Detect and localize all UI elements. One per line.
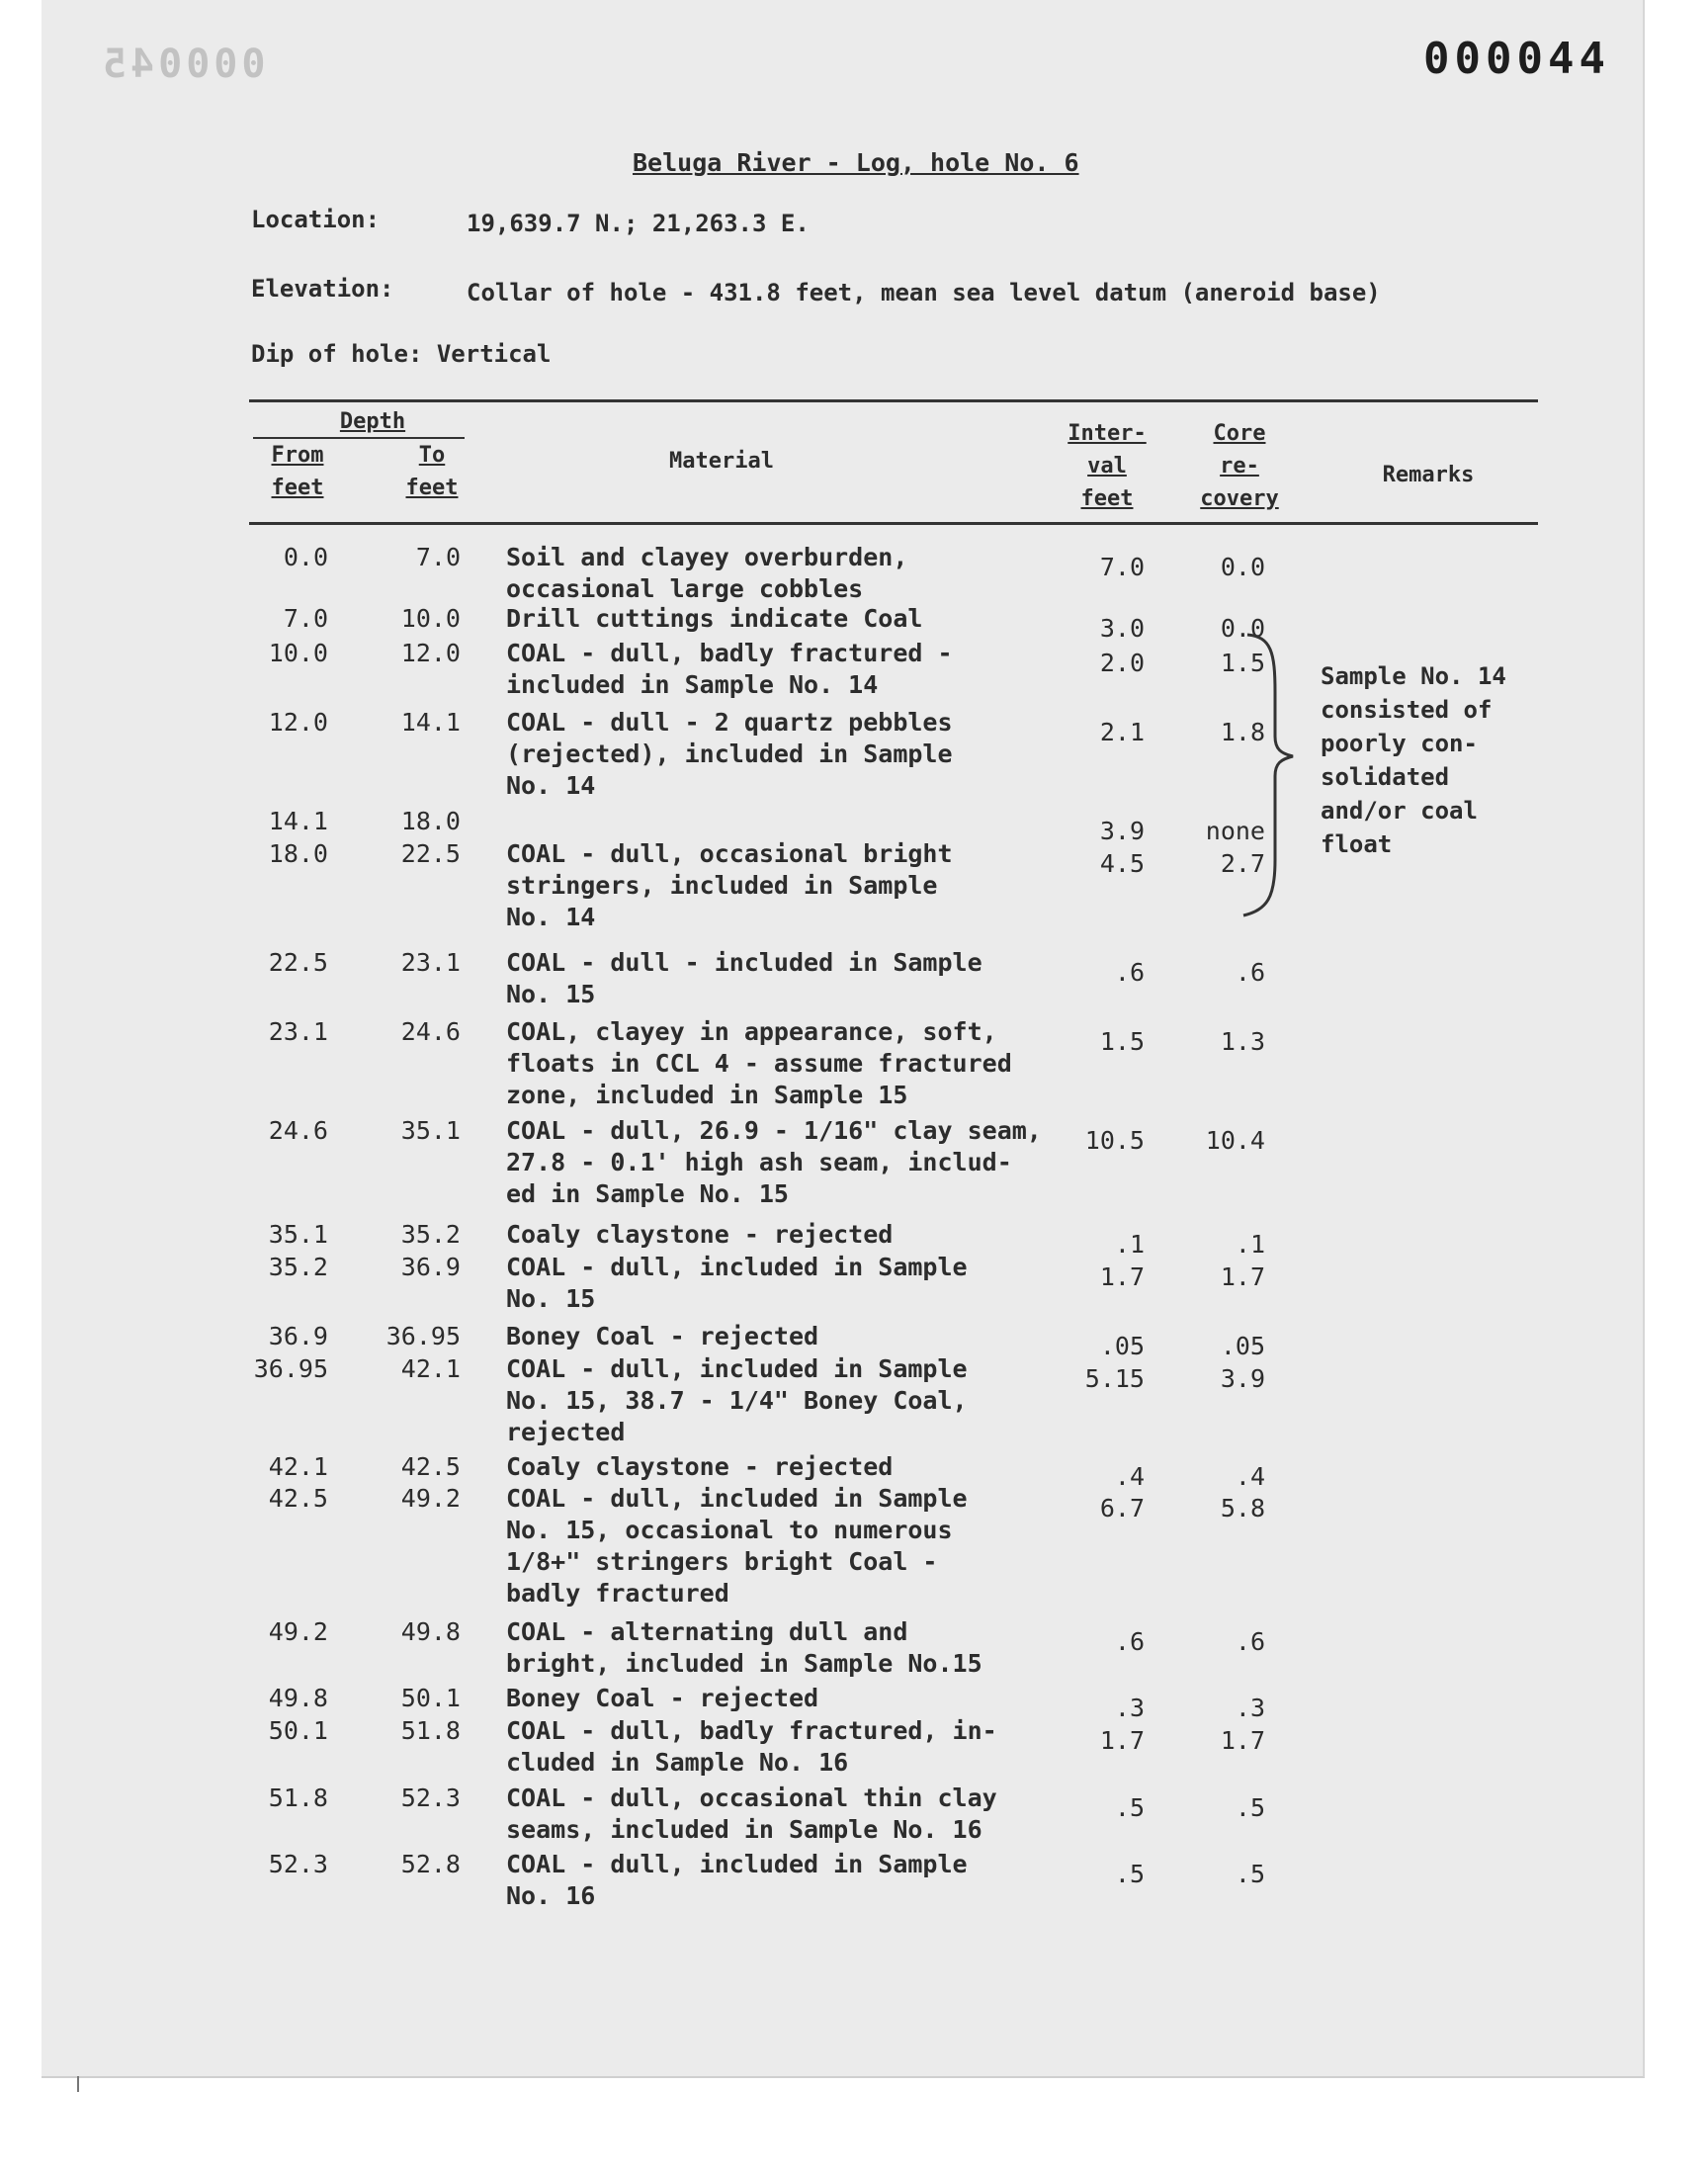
- cell-interval: 2.1: [1099, 718, 1145, 746]
- cell-core: 2.7: [1220, 849, 1265, 878]
- cell-to: 10.0: [400, 604, 461, 633]
- cell-from: 35.1: [268, 1220, 328, 1249]
- cell-core: 1.7: [1220, 1262, 1265, 1291]
- cell-to: 51.8: [400, 1716, 461, 1745]
- cell-material: COAL - dull, occasional bright stringers, included in Sample No. 14: [506, 839, 953, 931]
- cell-to: 35.2: [400, 1220, 461, 1249]
- cell-to: 22.5: [400, 839, 461, 868]
- cell-interval: .5: [1114, 1860, 1145, 1888]
- cell-core: 3.9: [1220, 1364, 1265, 1393]
- cell-core: .1: [1235, 1230, 1265, 1259]
- cell-core: 1.7: [1220, 1726, 1265, 1755]
- cell-from: 42.5: [268, 1484, 328, 1513]
- cell-to: 50.1: [400, 1684, 461, 1712]
- cell-to: 12.0: [400, 639, 461, 667]
- cell-material: COAL - dull, included in Sample No. 15: [506, 1253, 968, 1313]
- cell-from: 10.0: [268, 639, 328, 667]
- cell-core: .5: [1235, 1793, 1265, 1822]
- cell-interval: 1.7: [1099, 1726, 1145, 1755]
- cell-core: .3: [1235, 1694, 1265, 1722]
- cell-interval: .3: [1114, 1694, 1145, 1722]
- cell-interval: .4: [1114, 1462, 1145, 1491]
- cell-from: 36.95: [253, 1354, 328, 1383]
- cell-from: 18.0: [268, 839, 328, 868]
- cell-material: COAL, clayey in appearance, soft, floats in CCL 4 - assume fractured zone, included in Sample 15: [506, 1017, 1012, 1109]
- cell-from: 12.0: [268, 708, 328, 737]
- cell-to: 52.3: [400, 1784, 461, 1812]
- cell-material: Boney Coal - rejected: [506, 1322, 819, 1350]
- cell-interval: 4.5: [1099, 849, 1145, 878]
- cell-material: COAL - dull, included in Sample No. 15, 38.7 - 1/4" Boney Coal, rejected: [506, 1354, 968, 1446]
- cell-core: .6: [1235, 1627, 1265, 1656]
- cell-core: 1.5: [1220, 649, 1265, 677]
- document-title: Beluga River - Log, hole No. 6: [633, 148, 1079, 177]
- header-interval-feet: Inter- val feet: [1068, 421, 1147, 511]
- elevation-value: Collar of hole - 431.8 feet, mean sea level datum (aneroid base): [467, 279, 1381, 306]
- cell-material: COAL - dull, badly fractured - included in Sample No. 14: [506, 639, 953, 699]
- header-core-recovery: Core re- covery: [1200, 421, 1279, 511]
- cell-interval: 1.5: [1099, 1027, 1145, 1056]
- cell-core: 0.0: [1220, 614, 1265, 643]
- cell-core: .05: [1220, 1332, 1265, 1360]
- cell-to: 52.8: [400, 1850, 461, 1878]
- cell-material: COAL - dull - included in Sample No. 15: [506, 948, 982, 1008]
- cell-material: COAL - dull, included in Sample No. 15, occasional to numerous 1/8+" stringers bright Coal - badly fractured: [506, 1484, 968, 1608]
- cell-core: 0.0: [1220, 553, 1265, 581]
- cell-material: COAL - alternating dull and bright, included in Sample No.15: [506, 1617, 982, 1678]
- dip-of-hole: Dip of hole: Vertical: [251, 340, 552, 368]
- cell-to: 18.0: [400, 807, 461, 835]
- cell-interval: 7.0: [1099, 553, 1145, 581]
- cell-core: .4: [1235, 1462, 1265, 1491]
- cell-interval: 1.7: [1099, 1262, 1145, 1291]
- cell-interval: .6: [1114, 958, 1145, 987]
- cell-interval: .05: [1099, 1332, 1145, 1360]
- cell-material: Boney Coal - rejected: [506, 1684, 819, 1712]
- cell-from: 35.2: [268, 1253, 328, 1281]
- cell-core: .5: [1235, 1860, 1265, 1888]
- cell-from: 24.6: [268, 1116, 328, 1145]
- cell-to: 35.1: [400, 1116, 461, 1145]
- cell-material: Soil and clayey overburden, occasional large cobbles: [506, 543, 908, 603]
- header-material: Material: [669, 449, 774, 474]
- cell-interval: 3.9: [1099, 817, 1145, 845]
- cell-interval: 3.0: [1099, 614, 1145, 643]
- cell-from: 49.2: [268, 1617, 328, 1646]
- cell-core: 1.8: [1220, 718, 1265, 746]
- cell-core: none: [1205, 817, 1265, 845]
- cell-material: COAL - dull, occasional thin clay seams, included in Sample No. 16: [506, 1784, 997, 1844]
- cell-material: Coaly claystone - rejected: [506, 1452, 894, 1481]
- header-depth: Depth: [339, 409, 406, 434]
- cell-to: 49.8: [400, 1617, 461, 1646]
- cell-from: 52.3: [268, 1850, 328, 1878]
- cell-from: 7.0: [283, 604, 328, 633]
- page-number-stamp: 000044: [1423, 34, 1610, 84]
- remarks-note: Sample No. 14 consisted of poorly con- solidated and/or coal float: [1321, 662, 1506, 858]
- cell-from: 23.1: [268, 1017, 328, 1046]
- cell-to: 7.0: [415, 543, 461, 571]
- cell-from: 42.1: [268, 1452, 328, 1481]
- remarks-brace: [1241, 633, 1311, 919]
- cell-core: 10.4: [1205, 1126, 1265, 1155]
- elevation-label: Elevation:: [251, 275, 394, 303]
- cell-material: COAL - dull, 26.9 - 1/16" clay seam, 27.8 - 0.1' high ash seam, includ- ed in Sample No. 15: [506, 1116, 1042, 1208]
- location-value: 19,639.7 N.; 21,263.3 E.: [467, 210, 810, 237]
- cell-material: Drill cuttings indicate Coal: [506, 604, 923, 633]
- cell-to: 24.6: [400, 1017, 461, 1046]
- cell-to: 23.1: [400, 948, 461, 977]
- cell-interval: .6: [1114, 1627, 1145, 1656]
- cell-from: 51.8: [268, 1784, 328, 1812]
- cell-interval: 5.15: [1084, 1364, 1145, 1393]
- cell-to: 42.5: [400, 1452, 461, 1481]
- header-to-feet: To feet: [405, 443, 459, 500]
- cell-to: 36.9: [400, 1253, 461, 1281]
- cell-from: 14.1: [268, 807, 328, 835]
- cell-from: 0.0: [283, 543, 328, 571]
- cell-interval: 2.0: [1099, 649, 1145, 677]
- cell-core: 1.3: [1220, 1027, 1265, 1056]
- cell-to: 49.2: [400, 1484, 461, 1513]
- cell-from: 22.5: [268, 948, 328, 977]
- bleed-through-stamp: 000045: [99, 42, 266, 87]
- cell-to: 36.95: [385, 1322, 461, 1350]
- cell-interval: .5: [1114, 1793, 1145, 1822]
- header-from-feet: From feet: [271, 443, 324, 500]
- cell-interval: 6.7: [1099, 1494, 1145, 1522]
- cell-to: 42.1: [400, 1354, 461, 1383]
- cell-from: 36.9: [268, 1322, 328, 1350]
- cell-from: 50.1: [268, 1716, 328, 1745]
- cell-material: COAL - dull, badly fractured, in- cluded in Sample No. 16: [506, 1716, 997, 1777]
- cell-material: COAL - dull, included in Sample No. 16: [506, 1850, 968, 1910]
- cell-material: Coaly claystone - rejected: [506, 1220, 894, 1249]
- cell-interval: 10.5: [1084, 1126, 1145, 1155]
- location-label: Location:: [251, 206, 381, 233]
- cell-core: 5.8: [1220, 1494, 1265, 1522]
- header-remarks: Remarks: [1382, 463, 1475, 487]
- cell-to: 14.1: [400, 708, 461, 737]
- cell-from: 49.8: [268, 1684, 328, 1712]
- cell-interval: .1: [1114, 1230, 1145, 1259]
- cell-material: COAL - dull - 2 quartz pebbles (rejected), included in Sample No. 14: [506, 708, 953, 800]
- cell-core: .6: [1235, 958, 1265, 987]
